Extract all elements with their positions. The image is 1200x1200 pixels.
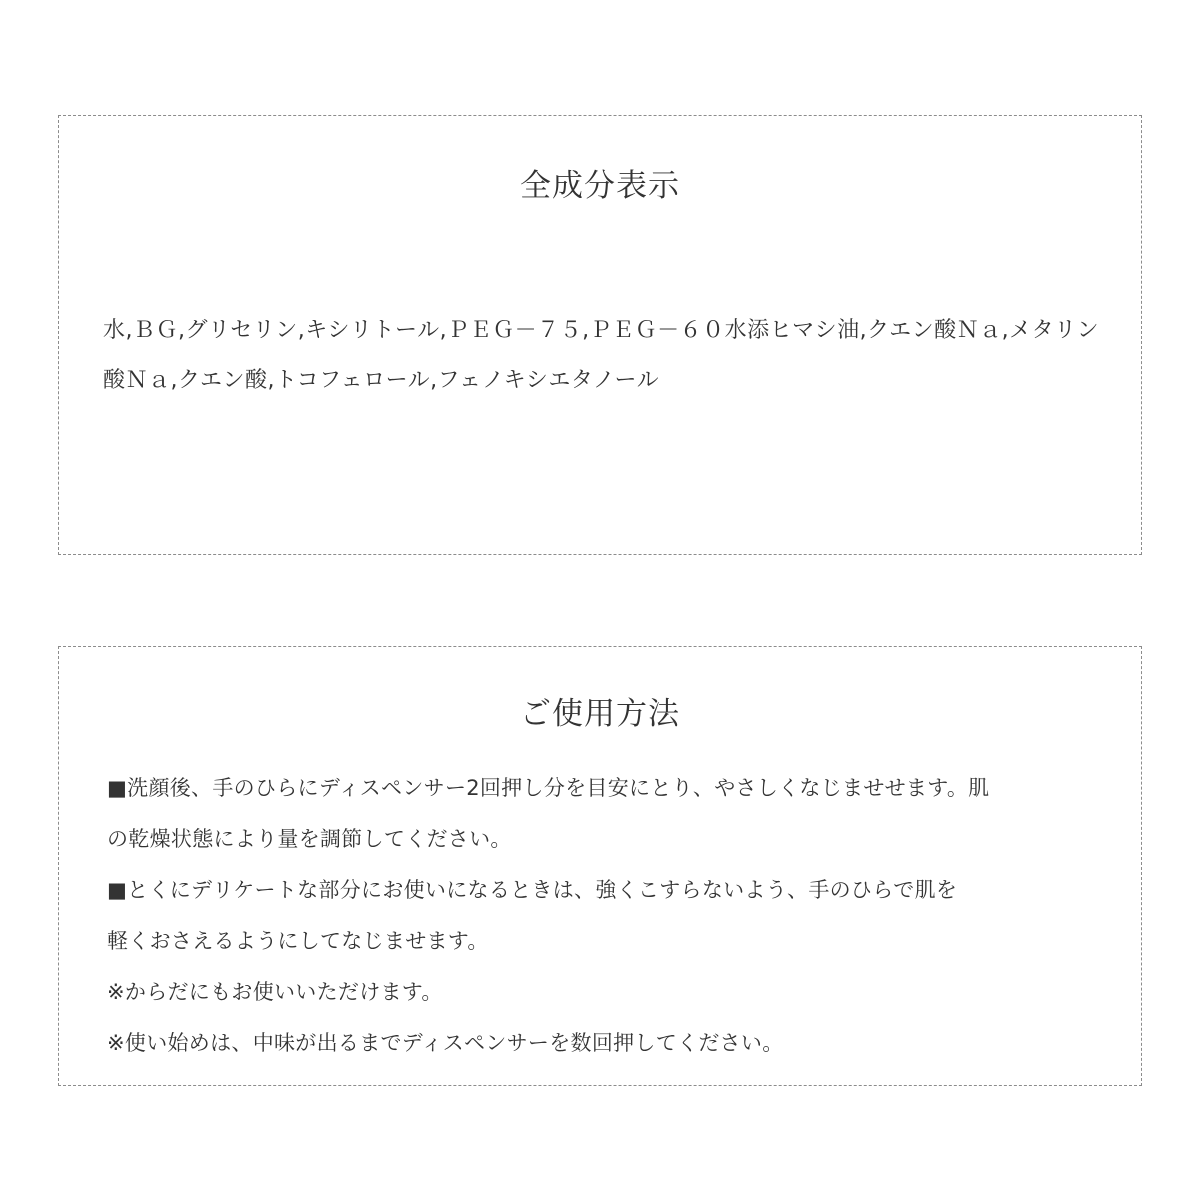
ingredients-list: 水,ＢＧ,グリセリン,キシリトール,ＰＥＧ－７５,ＰＥＧ－６０水添ヒマシ油,クエン酸Ｎａ,メタリン酸Ｎａ,クエン酸,トコフェロール,フェノキシエタノール — [103, 318, 1100, 393]
usage-line: ■とくにデリケートな部分にお使いになるときは、強くこすらないよう、手のひらで肌を — [107, 878, 958, 902]
usage-title: ご使用方法 — [520, 696, 680, 732]
usage-line: 軽くおさえるようにしてなじませます。 — [107, 929, 489, 953]
usage-line: ■洗顔後、手のひらにディスペンサー2回押し分を目安にとり、やさしくなじませせます。肌 — [107, 776, 990, 800]
usage-panel — [58, 646, 1142, 1086]
usage-line: の乾燥状態により量を調節してください。 — [107, 827, 512, 851]
usage-line: ※使い始めは、中味が出るまでディスペンサーを数回押してください。 — [107, 1031, 784, 1055]
ingredients-panel — [58, 115, 1142, 555]
usage-line: ※からだにもお使いいただけます。 — [107, 980, 443, 1004]
usage-instructions — [107, 763, 1101, 1069]
ingredients-title: 全成分表示 — [520, 168, 680, 204]
